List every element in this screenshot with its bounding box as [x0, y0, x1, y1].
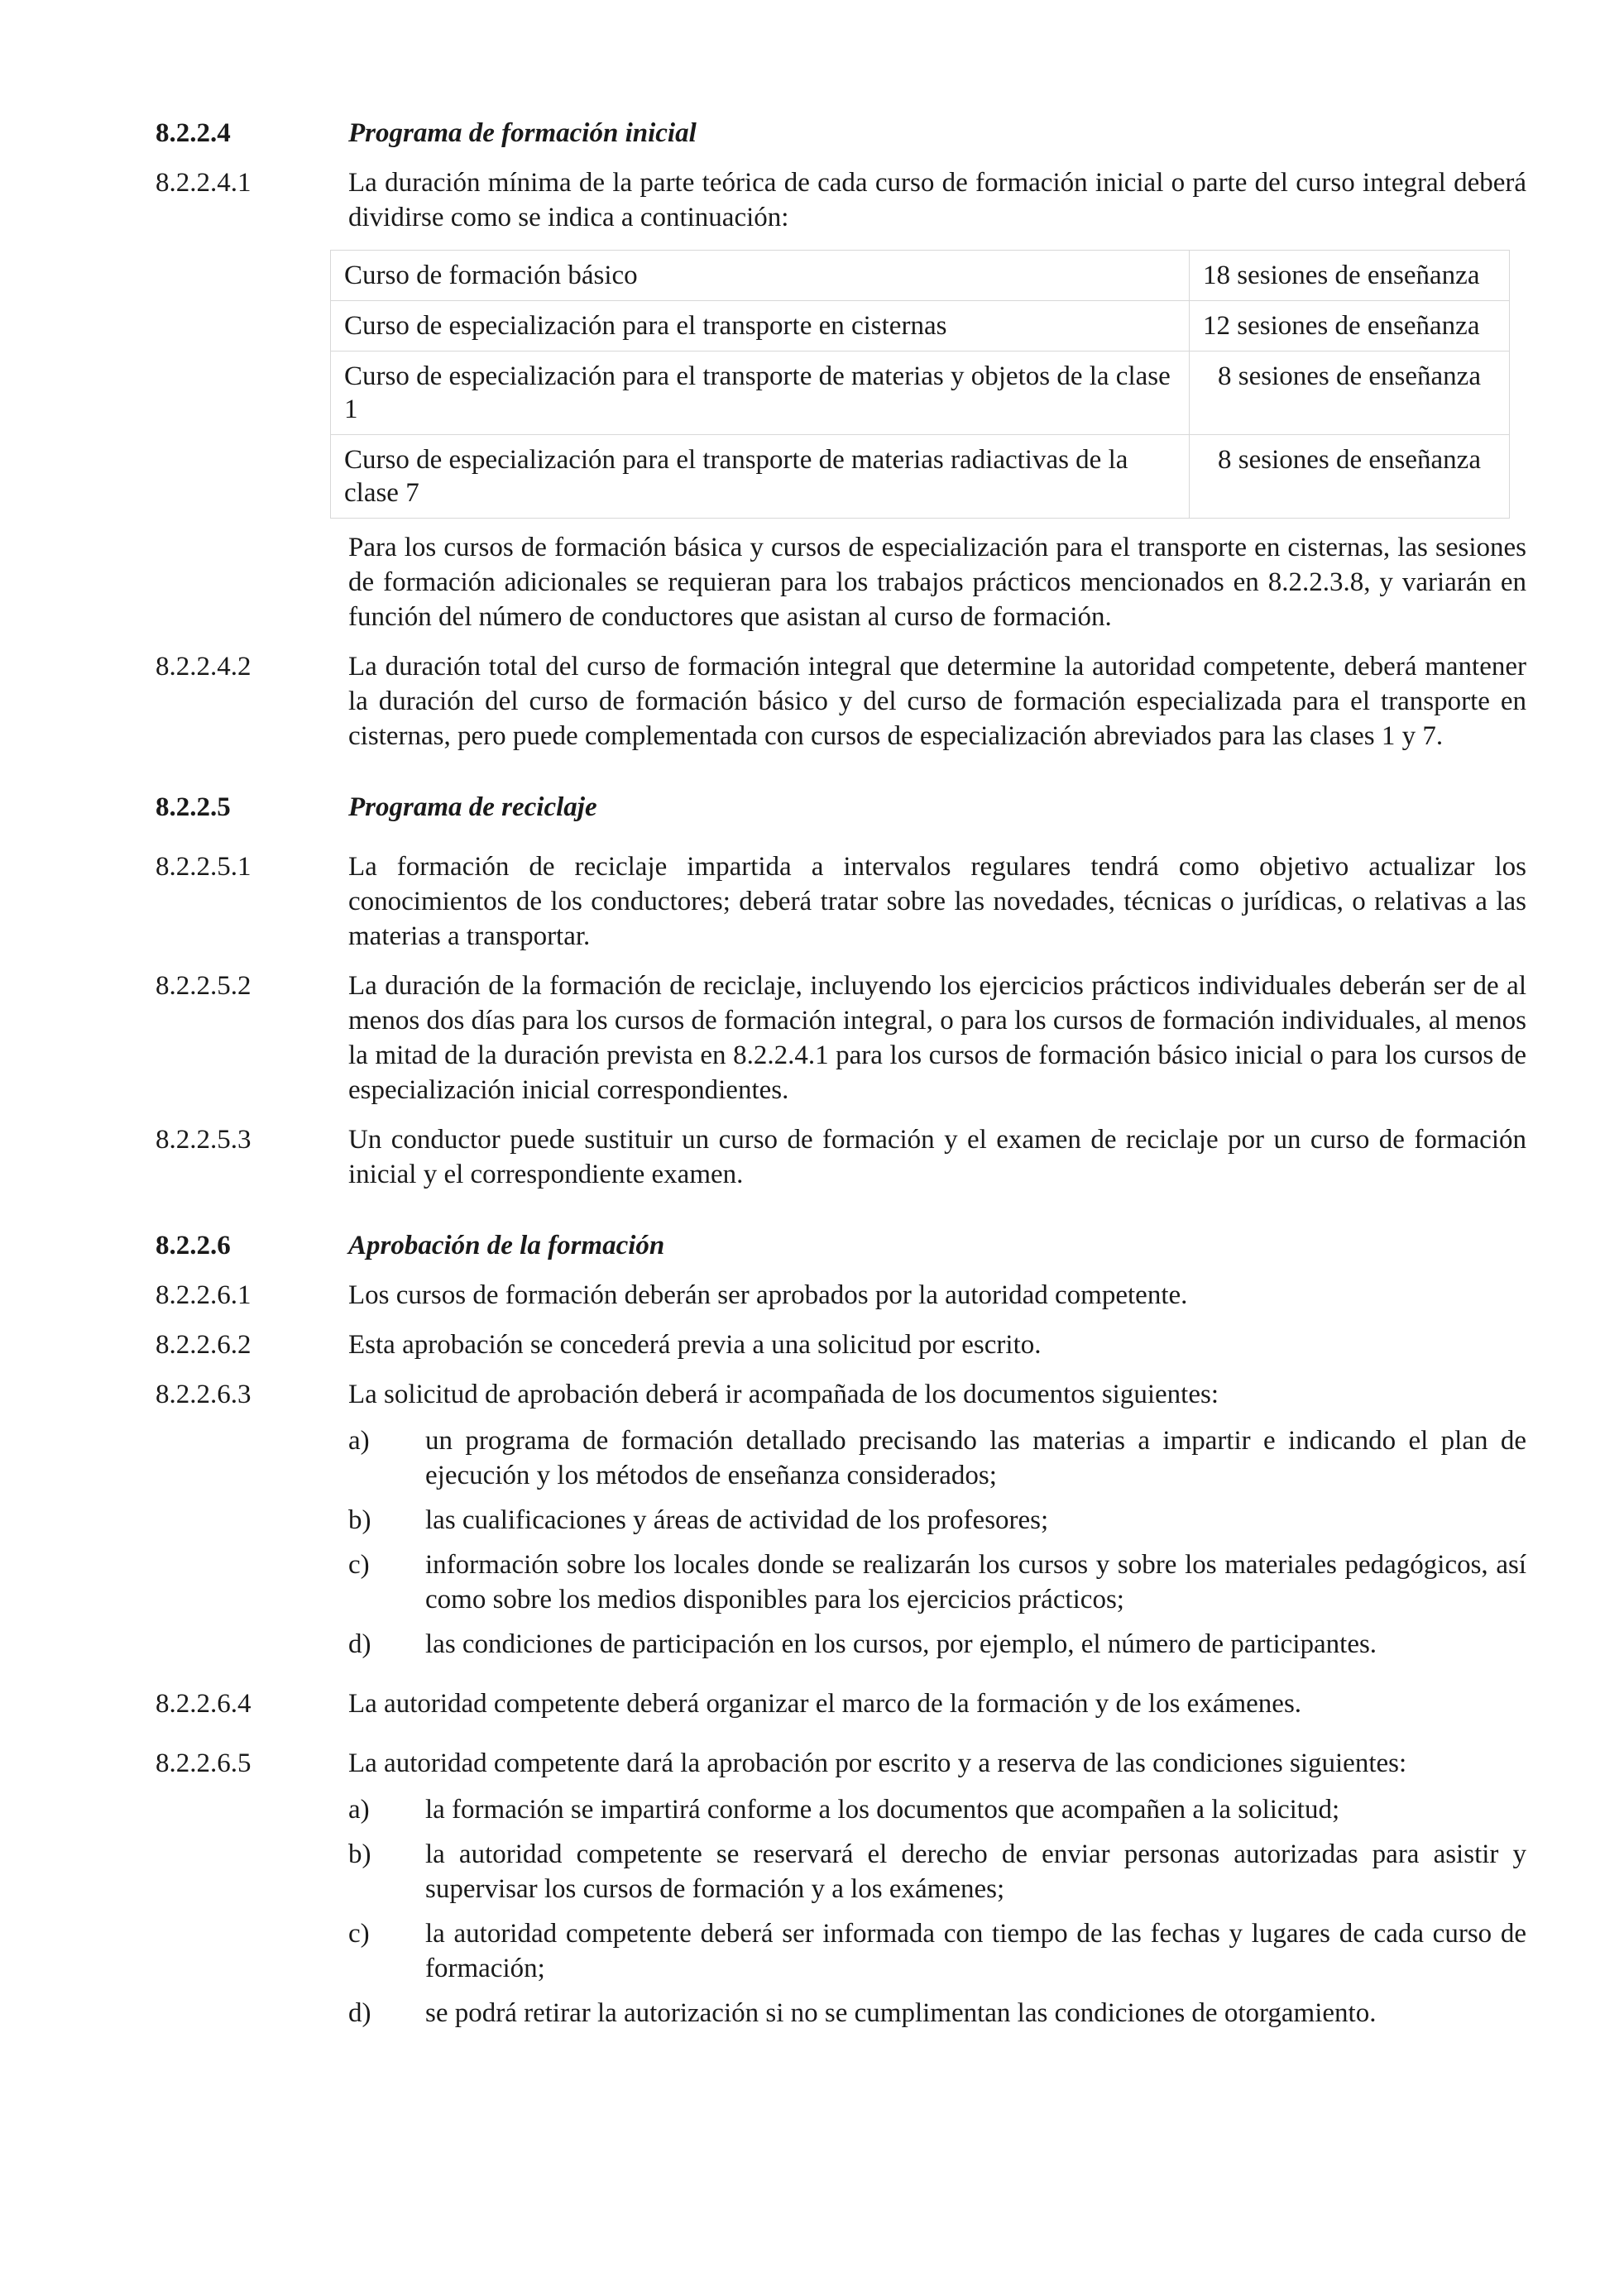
table-row — [331, 435, 1510, 519]
list-item-text: las cualificaciones y áreas de actividad de los profesores; — [425, 1505, 1049, 1535]
list-item — [348, 1627, 1526, 1662]
paragraph-text: La formación de reciclaje impartida a intervalos regulares tendrá como objetivo actualizar los conocimientos de los conductores; deberá tratar sobre las novedades, técnicas o jurídicas, o relativas a las materias a transportar. — [348, 852, 1526, 951]
list-item-label: a) — [348, 1426, 370, 1456]
list-item-label: c) — [348, 1919, 370, 1949]
table-cell-course: Curso de formación básico — [331, 251, 1190, 301]
paragraph-number: 8.2.2.6.3 — [156, 1380, 252, 1409]
paragraph-text: La solicitud de aprobación deberá ir acompañada de los documentos siguientes: — [348, 1380, 1219, 1409]
paragraph-text: Los cursos de formación deberán ser aprobados por la autoridad competente. — [348, 1280, 1188, 1310]
paragraph-text: La duración total del curso de formación integral que determine la autoridad competente, deberá mantener la duración del curso de formación básico y del curso de formación especializada para el transporte en cisternas, pero puede complementada con cursos de especialización abreviados para las clases 1 y 7. — [348, 652, 1526, 751]
list-item — [348, 1547, 1526, 1617]
list-item-label: d) — [348, 1998, 371, 2028]
paragraph-8-2-2-6-4 — [156, 1686, 1526, 1721]
list-item — [348, 1503, 1526, 1538]
table-cell-course: Curso de especialización para el transporte de materias radiactivas de la clase 7 — [331, 435, 1190, 519]
list-item-text: información sobre los locales donde se realizarán los cursos y sobre los materiales pedagógicos, así como sobre los medios disponibles para los ejercicios prácticos; — [425, 1550, 1526, 1614]
section-title: Programa de reciclaje — [348, 792, 597, 822]
paragraph-number: 8.2.2.5.2 — [156, 971, 252, 1001]
list-item — [348, 1423, 1526, 1493]
section-number: 8.2.2.6 — [156, 1231, 231, 1260]
paragraph-8-2-2-5-1 — [156, 849, 1526, 954]
list-item — [348, 1792, 1526, 1827]
list-item — [348, 1916, 1526, 1986]
paragraph-8-2-2-6-5 — [156, 1746, 1526, 2031]
paragraph-number: 8.2.2.6.5 — [156, 1748, 252, 1778]
paragraph-text: Esta aprobación se concederá previa a una solicitud por escrito. — [348, 1330, 1042, 1360]
list-item — [348, 1996, 1526, 2031]
course-duration-table — [330, 250, 1510, 519]
conditions-list — [348, 1792, 1526, 2031]
paragraph-text: La autoridad competente deberá organizar el marco de la formación y de los exámenes. — [348, 1689, 1302, 1719]
table-cell-duration: 8 sesiones de enseñanza — [1190, 352, 1510, 435]
paragraph-8-2-2-4-2 — [156, 649, 1526, 753]
list-item-text: las condiciones de participación en los cursos, por ejemplo, el número de participantes. — [425, 1629, 1377, 1659]
table-cell-duration: 12 sesiones de enseñanza — [1190, 301, 1510, 352]
list-item-label: b) — [348, 1839, 371, 1869]
section-heading-8-2-2-6 — [156, 1228, 1526, 1263]
table-row — [331, 301, 1510, 352]
paragraph-8-2-2-6-2 — [156, 1327, 1526, 1362]
table-cell-duration: 18 sesiones de enseñanza — [1190, 251, 1510, 301]
paragraph-after-table — [156, 530, 1526, 634]
list-item-label: c) — [348, 1550, 370, 1580]
list-item — [348, 1837, 1526, 1906]
paragraph-8-2-2-6-1 — [156, 1278, 1526, 1313]
paragraph-text: La autoridad competente dará la aprobación por escrito y a reserva de las condiciones siguientes: — [348, 1748, 1407, 1778]
paragraph-number: 8.2.2.4.2 — [156, 652, 252, 682]
paragraph-number: 8.2.2.6.1 — [156, 1280, 252, 1310]
paragraph-8-2-2-6-3 — [156, 1377, 1526, 1662]
section-title: Aprobación de la formación — [348, 1231, 665, 1260]
table-row — [331, 352, 1510, 435]
table-row — [331, 251, 1510, 301]
list-item-text: la autoridad competente se reservará el derecho de enviar personas autorizadas para asistir y supervisar los cursos de formación y a los exámenes; — [425, 1839, 1526, 1904]
list-item-label: d) — [348, 1629, 371, 1659]
paragraph-number: 8.2.2.5.1 — [156, 852, 252, 882]
list-item-text: la autoridad competente deberá ser informada con tiempo de las fechas y lugares de cada curso de formación; — [425, 1919, 1526, 1983]
paragraph-number: 8.2.2.6.2 — [156, 1330, 252, 1360]
table-cell-duration: 8 sesiones de enseñanza — [1190, 435, 1510, 519]
table-cell-course: Curso de especialización para el transporte en cisternas — [331, 301, 1190, 352]
table-cell-course: Curso de especialización para el transporte de materias y objetos de la clase 1 — [331, 352, 1190, 435]
list-item-label: b) — [348, 1505, 371, 1535]
paragraph-number: 8.2.2.5.3 — [156, 1125, 252, 1155]
paragraph-text: La duración de la formación de reciclaje, incluyendo los ejercicios prácticos individuales deberán ser de al menos dos días para los cursos de formación integral, o para los cursos de formación individuales, al menos la mitad de la duración prevista en 8.2.2.4.1 para los cursos de formación básico inicial o para los cursos de especialización inicial correspondientes. — [348, 971, 1526, 1105]
paragraph-number: 8.2.2.4.1 — [156, 168, 252, 198]
document-list — [348, 1423, 1526, 1662]
section-number: 8.2.2.5 — [156, 792, 231, 822]
paragraph-8-2-2-4-1 — [156, 165, 1526, 235]
paragraph-number: 8.2.2.6.4 — [156, 1689, 252, 1719]
paragraph-text: La duración mínima de la parte teórica de cada curso de formación inicial o parte del curso integral deberá dividirse como se indica a continuación: — [348, 168, 1526, 232]
paragraph-text: Para los cursos de formación básica y cursos de especialización para el transporte en cisternas, las sesiones de formación adicionales se requieran para los trabajos prácticos mencionados en 8.2.2.3.8, y variarán en función del número de conductores que asistan al curso de formación. — [348, 533, 1526, 632]
section-heading-8-2-2-4 — [156, 116, 1526, 151]
list-item-text: la formación se impartirá conforme a los documentos que acompañen a la solicitud; — [425, 1795, 1340, 1825]
list-item-label: a) — [348, 1795, 370, 1825]
section-heading-8-2-2-5 — [156, 790, 1526, 825]
section-title: Programa de formación inicial — [348, 118, 697, 148]
paragraph-text: Un conductor puede sustituir un curso de formación y el examen de reciclaje por un curso de formación inicial y el correspondiente examen. — [348, 1125, 1526, 1189]
list-item-text: un programa de formación detallado precisando las materias a impartir e indicando el plan de ejecución y los métodos de enseñanza considerados; — [425, 1426, 1526, 1490]
paragraph-8-2-2-5-2 — [156, 969, 1526, 1107]
list-item-text: se podrá retirar la autorización si no se cumplimentan las condiciones de otorgamiento. — [425, 1998, 1377, 2028]
paragraph-8-2-2-5-3 — [156, 1122, 1526, 1192]
section-number: 8.2.2.4 — [156, 118, 231, 148]
